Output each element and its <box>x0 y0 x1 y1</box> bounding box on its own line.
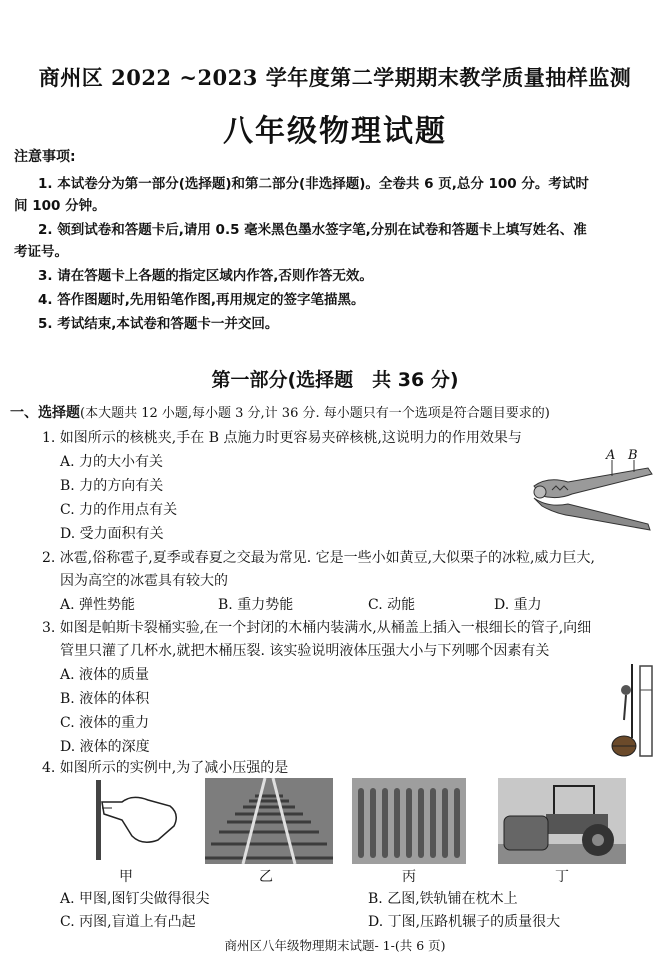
figure-thumbtack <box>92 780 188 860</box>
note-line: 1. 本试卷分为第一部分(选择题)和第二部分(非选择题)。全卷共 6 页,总分 100 分。考试时 <box>38 176 589 192</box>
note-line: 3. 请在答题卡上各题的指定区域内作答,否则作答无效。 <box>38 268 373 284</box>
section-label: 一、选择题 <box>10 405 80 421</box>
page-footer: 商州区八年级物理期末试题- 1-(共 6 页) <box>224 938 446 953</box>
railway-icon <box>205 778 333 864</box>
q3-option-a: A. 液体的质量 <box>60 667 150 683</box>
q1-stem: 1. 如图所示的核桃夹,手在 B 点施力时更容易夹碎核桃,这说明力的作用效果与 <box>42 430 522 446</box>
pascal-barrel-figure <box>602 660 658 760</box>
hand-pressing-icon <box>92 780 188 860</box>
q2-option-b: B. 重力势能 <box>218 597 294 613</box>
q2-stem: 2. 冰雹,俗称雹子,夏季或春夏之交最为常见. 它是一些小如黄豆,大似栗子的冰粒,威力巨大, <box>42 550 595 566</box>
caption-jia: 甲 <box>119 869 133 885</box>
nutcracker-icon <box>528 446 658 538</box>
q1-option-b: B. 力的方向有关 <box>60 478 164 494</box>
q3-option-c: C. 液体的重力 <box>60 715 150 731</box>
q3-stem: 3. 如图是帕斯卡裂桶实验,在一个封闭的木桶内装满水,从桶盖上插入一根细长的管子,向细 <box>42 620 592 636</box>
q2-option-c: C. 动能 <box>368 597 416 613</box>
figure-tactile-paving <box>352 778 466 864</box>
label-b: B <box>628 448 638 463</box>
q1-option-a: A. 力的大小有关 <box>60 454 164 470</box>
note-line: 考证号。 <box>14 244 68 260</box>
q4-option-a: A. 甲图,图钉尖做得很尖 <box>60 891 210 907</box>
q4-stem: 4. 如图所示的实例中,为了减小压强的是 <box>42 760 289 776</box>
q2-option-a: A. 弹性势能 <box>60 597 136 613</box>
caption-ding: 丁 <box>555 869 569 885</box>
caption-yi: 乙 <box>259 869 273 885</box>
note-line: 5. 考试结束,本试卷和答题卡一并交回。 <box>38 316 279 332</box>
q3-option-d: D. 液体的深度 <box>60 739 150 755</box>
q1-option-d: D. 受力面积有关 <box>60 526 164 542</box>
q1-option-c: C. 力的作用点有关 <box>60 502 178 518</box>
section-desc: (本大题共 12 小题,每小题 3 分,计 36 分. 每小题只有一个选项是符合题目要求的) <box>80 406 550 421</box>
page-title: 八年级物理试题 <box>223 114 447 149</box>
note-line: 4. 答作图题时,先用铅笔作图,再用规定的签字笔描黑。 <box>38 292 365 308</box>
q2-stem-cont: 因为高空的冰雹具有较大的 <box>60 573 228 589</box>
figure-railway <box>205 778 333 864</box>
note-line: 间 100 分钟。 <box>14 198 106 214</box>
exam-header: 商州区 2022 ~2023 学年度第二学期期末教学质量抽样监测 <box>38 65 632 90</box>
label-a: A <box>606 448 616 463</box>
caption-bing: 丙 <box>402 869 416 885</box>
barrel-icon <box>602 660 658 760</box>
q3-stem-cont: 管里只灌了几杯水,就把木桶压裂. 该实验说明液体压强大小与下列哪个因素有关 <box>60 643 550 659</box>
note-line: 2. 领到试卷和答题卡后,请用 0.5 毫米黑色墨水签字笔,分别在试卷和答题卡上填写姓名、准 <box>38 222 587 238</box>
q3-option-b: B. 液体的体积 <box>60 691 150 707</box>
tactile-paving-icon <box>352 778 466 864</box>
nutcracker-figure <box>528 446 658 538</box>
part-title: 第一部分(选择题 共 36 分) <box>211 369 459 391</box>
q4-option-c: C. 丙图,盲道上有凸起 <box>60 914 196 930</box>
figure-road-roller <box>498 778 626 864</box>
q4-option-b: B. 乙图,铁轨铺在枕木上 <box>368 891 518 907</box>
road-roller-icon <box>498 778 626 864</box>
q4-option-d: D. 丁图,压路机辗子的质量很大 <box>368 914 561 930</box>
q2-option-d: D. 重力 <box>494 597 542 613</box>
section-heading <box>10 402 550 422</box>
notes-heading: 注意事项: <box>14 149 76 165</box>
